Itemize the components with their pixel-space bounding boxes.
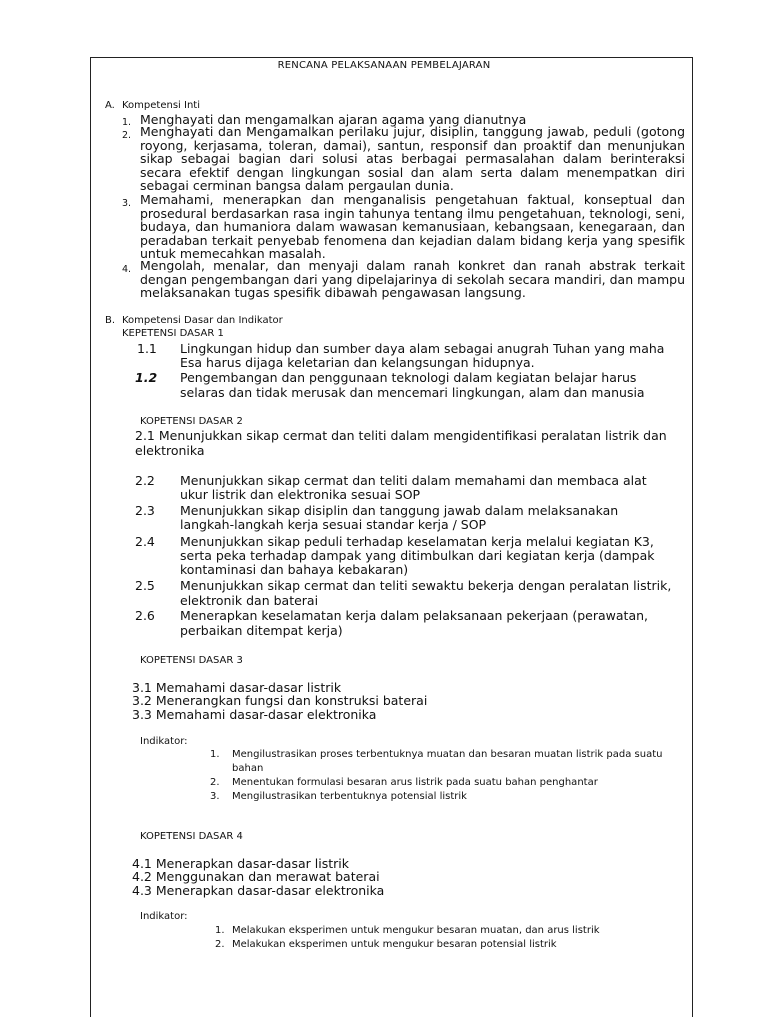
section-a-heading: Kompetensi Inti: [122, 100, 200, 111]
kd4-heading: KOPETENSI DASAR 4: [140, 831, 243, 842]
kd4-indikator-2-number: 2.: [215, 939, 225, 950]
kd3-indikator-2-number: 2.: [210, 777, 220, 788]
kd2-2-number: 2.2: [135, 473, 155, 488]
kd1-1-number: 1.1: [137, 341, 157, 356]
kd3-indikator-label: Indikator:: [140, 736, 188, 747]
section-b-heading: Kompetensi Dasar dan Indikator: [122, 315, 283, 326]
kd4-item-3: 4.3 Menerapkan dasar-dasar elektronika: [132, 883, 385, 898]
kd2-4-line1: Menunjukkan sikap peduli terhadap keselamatan kerja melalui kegiatan K3,: [180, 534, 654, 549]
kd3-item-3: 3.3 Memahami dasar-dasar elektronika: [132, 707, 377, 722]
ki-2-number: 2.: [122, 130, 132, 141]
ki-2-text: Menghayati dan Mengamalkan perilaku jujur, disiplin, tanggung jawab, peduli (gotong royong, kerjasama, toleran, damai), santun, responsif dan proaktif dan menunjukan sikap sebagai bagian dari solusi atas berbagai permasalahan dalam berinteraksi secara efektif dengan lingkungan sosial dan alam serta dalam menempatkan diri sebagai cerminan bangsa dalam pergaulan dunia.: [140, 124, 685, 194]
kd1-2-line2: selaras dan tidak merusak dan mencemari lingkungan, alam dan manusia: [180, 385, 645, 400]
kd1-1-line1: Lingkungan hidup dan sumber daya alam sebagai anugrah Tuhan yang maha: [180, 341, 665, 356]
kd2-3-line1: Menunjukkan sikap disiplin dan tanggung jawab dalam melaksanakan: [180, 503, 619, 518]
kd2-6-line1: Menerapkan keselamatan kerja dalam pelaksanaan pekerjaan (perawatan,: [180, 608, 648, 623]
kd4-item-1: 4.1 Menerapkan dasar-dasar listrik: [132, 856, 349, 871]
ki-4-number: 4.: [122, 264, 132, 275]
kd1-heading: KEPETENSI DASAR 1: [122, 328, 224, 339]
kd2-4-line3: kontaminasi dan bahaya kebakaran): [180, 562, 409, 577]
kd2-6-number: 2.6: [135, 608, 155, 623]
kd4-item-2: 4.2 Menggunakan dan merawat baterai: [132, 869, 380, 884]
ki-3-text: Memahami, menerapkan dan menganalisis pengetahuan faktual, konseptual dan prosedural berdasarkan rasa ingin tahunya tentang ilmu pengetahuan, teknologi, seni, budaya, dan humaniora dalam wawasan kemanusiaan, kebangsaan, kenegaraan, dan peradaban terkait penyebab fenomena dan kejadian dalam bidang kerja yang spesifik untuk memecahkan masalah.: [140, 192, 685, 262]
kd2-heading: KOPETENSI DASAR 2: [140, 416, 243, 427]
kd2-5-line1: Menunjukkan sikap cermat dan teliti sewaktu bekerja dengan peralatan listrik,: [180, 578, 672, 593]
ki-1-text: Menghayati dan mengamalkan ajaran agama yang dianutnya: [140, 112, 527, 127]
kd2-6-line2: perbaikan ditempat kerja): [180, 623, 343, 638]
kd2-4-number: 2.4: [135, 534, 155, 549]
kd3-indikator-3-number: 3.: [210, 791, 220, 802]
section-b-marker: B.: [105, 315, 116, 326]
kd4-indikator-1-number: 1.: [215, 925, 225, 936]
kd3-heading: KOPETENSI DASAR 3: [140, 655, 243, 666]
kd3-item-1: 3.1 Memahami dasar-dasar listrik: [132, 680, 342, 695]
kd2-1-line1: 2.1 Menunjukkan sikap cermat dan teliti dalam mengidentifikasi peralatan listrik dan: [135, 428, 667, 443]
kd3-indikator-1-number: 1.: [210, 749, 220, 760]
kd3-indikator-2-text: Menentukan formulasi besaran arus listrik pada suatu bahan penghantar: [232, 777, 598, 788]
ki-4-text: Mengolah, menalar, dan menyaji dalam ranah konkret dan ranah abstrak terkait dengan pengembangan dari yang dipelajarinya di sekolah secara mandiri, dan mampu melaksanakan tugas spesifik dibawah pengawasan langsung.: [140, 258, 685, 301]
kd2-4-line2: serta peka terhadap dampak yang ditimbulkan dari kegiatan kerja (dampak: [180, 548, 655, 563]
kd2-2-line2: ukur listrik dan elektronika sesuai SOP: [180, 487, 421, 502]
kd3-item-2: 3.2 Menerangkan fungsi dan konstruksi baterai: [132, 693, 428, 708]
ki-1-number: 1.: [122, 117, 132, 128]
section-a-marker: A.: [105, 100, 115, 111]
kd3-indikator-3-text: Mengilustrasikan terbentuknya potensial listrik: [232, 791, 467, 802]
kd1-2-number: 1.2: [135, 370, 158, 385]
kd4-indikator-label: Indikator:: [140, 911, 188, 922]
kd2-2-line1: Menunjukkan sikap cermat dan teliti dalam memahami dan membaca alat: [180, 473, 647, 488]
kd3-indikator-1-line2: bahan: [232, 763, 264, 774]
kd1-1-line2: Esa harus dijaga keletarian dan kelangsungan hidupnya.: [180, 355, 535, 370]
kd1-2-line1: Pengembangan dan penggunaan teknologi dalam kegiatan belajar harus: [180, 370, 637, 385]
ki-3-number: 3.: [122, 198, 132, 209]
kd4-indikator-2-text: Melakukan eksperimen untuk mengukur besaran potensial listrik: [232, 939, 557, 950]
kd4-indikator-1-text: Melakukan eksperimen untuk mengukur besaran muatan, dan arus listrik: [232, 925, 600, 936]
kd2-3-line2: langkah-langkah kerja sesuai standar kerja / SOP: [180, 517, 487, 532]
kd2-5-number: 2.5: [135, 578, 155, 593]
kd3-indikator-1-line1: Mengilustrasikan proses terbentuknya muatan dan besaran muatan listrik pada suatu: [232, 749, 663, 760]
kd2-3-number: 2.3: [135, 503, 155, 518]
kd2-5-line2: elektronik dan baterai: [180, 593, 319, 608]
kd2-1-line2: elektronika: [135, 443, 205, 458]
document-title: RENCANA PELAKSANAAN PEMBELAJARAN: [277, 60, 491, 71]
